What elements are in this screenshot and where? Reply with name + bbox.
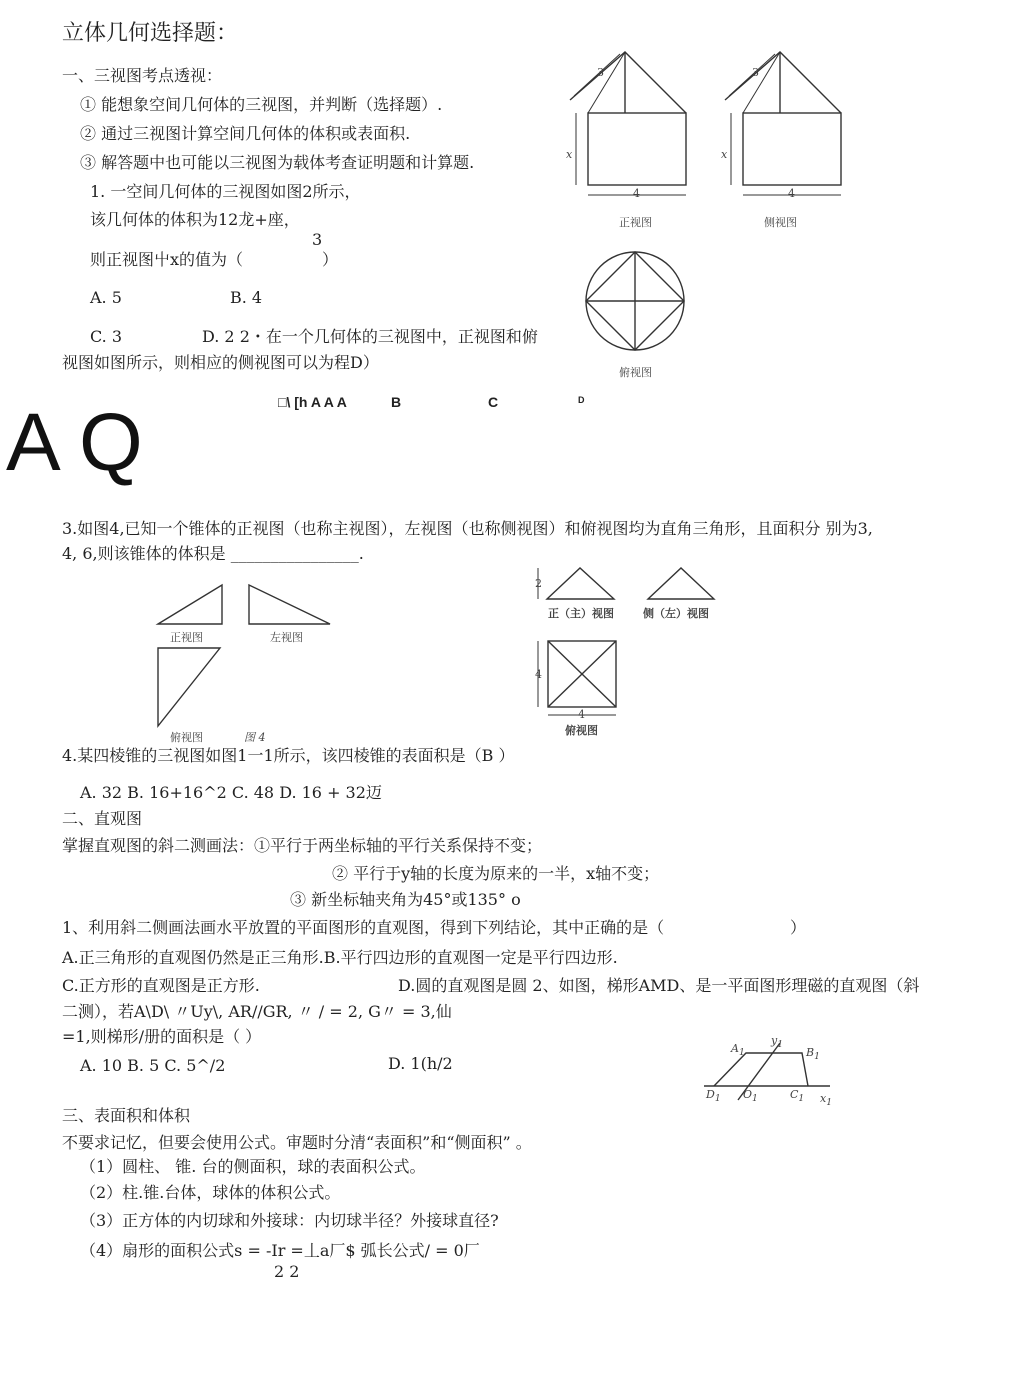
q1-fraction: 3 (312, 230, 323, 249)
s2-q2-options: A. 10 B. 5 C. 5^/2 (80, 1056, 226, 1075)
s2-q1-option-c: C.正方形的直观图是正方形. (62, 976, 260, 995)
s2-q2-line3: =1,则梯形/册的面积是（ ） (62, 1027, 262, 1046)
trap-label-c1: $C_1$ (790, 1088, 805, 1105)
fig1-front-len4: 4 (633, 187, 640, 200)
s2-q2-line2: 二测），若A\D\ 〃Uy\, AR//GR, 〃 / = 2, G〃 = 3,仙 (62, 1002, 452, 1021)
section1-heading: 一、三视图考点透视： (62, 66, 223, 85)
rule-2: ② 平行于y轴的长度为原来的一半，x轴不变； (332, 864, 660, 883)
q1-line3: 则正视图屮x的值为（ (90, 250, 244, 269)
q4-options: A. 32 B. 16+16^2 C. 48 D. 16 + 32迈 (80, 783, 382, 802)
figure1-top-view (584, 255, 689, 360)
trap-label-a1: $A_1$ (731, 1042, 745, 1059)
q2-option-d: D (578, 395, 585, 405)
fig1-side-lenx: x (721, 148, 728, 161)
fig4-len2: 2 (535, 577, 542, 590)
big-aq-text: A Q (6, 397, 143, 488)
rule-3: ③ 新坐标轴夹角为45°或135° o (290, 890, 521, 909)
fig1-side-len3: 3 (752, 66, 759, 79)
s3-item-3: （3）正方体的内切球和外接球：内切球半径？外接球直径? (80, 1211, 499, 1230)
trap-label-b1: $B_1$ (806, 1046, 820, 1063)
q3-line2: 4, 6,则该锥体的体积是 ________________. (62, 544, 364, 563)
trap-label-y1: $y_1$ (771, 1034, 784, 1051)
trap-label-x1: $x_1$ (820, 1092, 833, 1109)
s2-q1-options-ab: A.正三角形的直观图仍然是正三角形.B.平行四边形的直观图一定是平行四边形. (62, 948, 618, 967)
fig1-side-len4: 4 (788, 187, 795, 200)
section3-heading: 三、表面积和体积 (62, 1106, 191, 1125)
s2-q2-option-d: D. 1(h/2 (388, 1054, 453, 1073)
q1-line1: 1. 一空间几何体的三视图如图2所示， (90, 182, 361, 201)
fig4-len4-horizontal: 4 (578, 708, 585, 721)
q2-option-c: C (488, 394, 499, 410)
s2-q1: 1、利用斜二侧画法画水平放置的平面图形的直观图，得到下列结论，其中正确的是（ (62, 918, 665, 937)
fig1-side-label: 侧视图 (764, 216, 797, 229)
s3-item-1: （1）圆柱、 锥. 台的侧面积，球的表面积公式。 (80, 1157, 426, 1176)
q1-option-a: A. 5 (90, 288, 122, 307)
section2-heading: 二、直观图 (62, 809, 143, 828)
s3-item-4-subscript: 2 2 (274, 1262, 300, 1281)
fig1-front-label: 正视图 (619, 216, 652, 229)
point-2: ② 通过三视图计算空间几何体的体积或表面积. (80, 124, 411, 143)
q2-line2: 视图如图所示，则相应的侧视图可以为程D） (62, 353, 379, 372)
figure4-views (530, 560, 730, 730)
fig1-top-label: 俯视图 (619, 366, 652, 379)
s3-item-4: （4）扇形的面积公式s = -Ir =丄a厂$ 弧长公式/ = 0厂 (80, 1241, 480, 1260)
q2-options: □\ [h A A A (278, 394, 347, 410)
fig4-top-label: 俯视图 (565, 724, 598, 737)
fig3-top-label: 俯视图 (170, 731, 203, 744)
fig1-front-len3: 3 (597, 66, 604, 79)
fig3-front-label: 正视图 (170, 631, 203, 644)
s3-item-2: （2）柱.锥.台体，球体的体积公式。 (80, 1183, 341, 1202)
figure1-side-view (715, 40, 865, 240)
q1-line2: 该几何体的体积为12龙+座， (90, 210, 300, 229)
trap-label-o1: $O_1$ (743, 1088, 758, 1105)
q1-option-c: C. 3 (90, 327, 123, 346)
q3-line1: 3.如图4,已知一个锥体的正视图（也称主视图），左视图（也称侧视图）和俯视图均为直角三角形，且面积分 别为3, (62, 519, 873, 538)
fig4-len4-vertical: 4 (535, 668, 542, 681)
figure3-views (150, 580, 350, 740)
figure1-front-view (560, 40, 710, 240)
fig3-left-label: 左视图 (270, 631, 303, 644)
fig3-fig-label: 图 4 (244, 731, 266, 744)
q1-option-b: B. 4 (230, 288, 263, 307)
q1-option-d-q2: D. 2 2・在一个几何体的三视图中，正视图和俯 (202, 327, 538, 346)
q1-paren-close: ） (322, 250, 339, 269)
page-title: 立体几何选择题： (62, 21, 239, 46)
point-1: ① 能想象空间几何体的三视图，并判断（选择题）. (80, 95, 443, 114)
q2-option-b: B (391, 394, 402, 410)
rule-1: 掌握直观图的斜二测画法：①平行于两坐标轴的平行关系保持不变； (62, 836, 543, 855)
fig1-front-lenx: x (566, 148, 573, 161)
q4-question: 4.某四棱锥的三视图如图1一1所示，该四棱锥的表面积是（B ） (62, 746, 515, 765)
s2-q1-paren-close: ） (790, 918, 807, 937)
point-3: ③ 解答题中也可能以三视图为载体考查证明题和计算题. (80, 153, 475, 172)
s2-q1-option-d-q2: D.圆的直观图是圆 2、如图，梯形AMD、是一平面图形理磁的直观图（斜 (398, 976, 920, 995)
trap-label-d1: $D_1$ (706, 1088, 721, 1105)
fig4-side-label: 侧（左）视图 (643, 607, 709, 620)
fig4-front-label: 正（主）视图 (548, 607, 614, 620)
s3-intro: 不要求记忆，但要会使用公式。审题时分清“表面积”和“侧面积” 。 (62, 1133, 532, 1152)
